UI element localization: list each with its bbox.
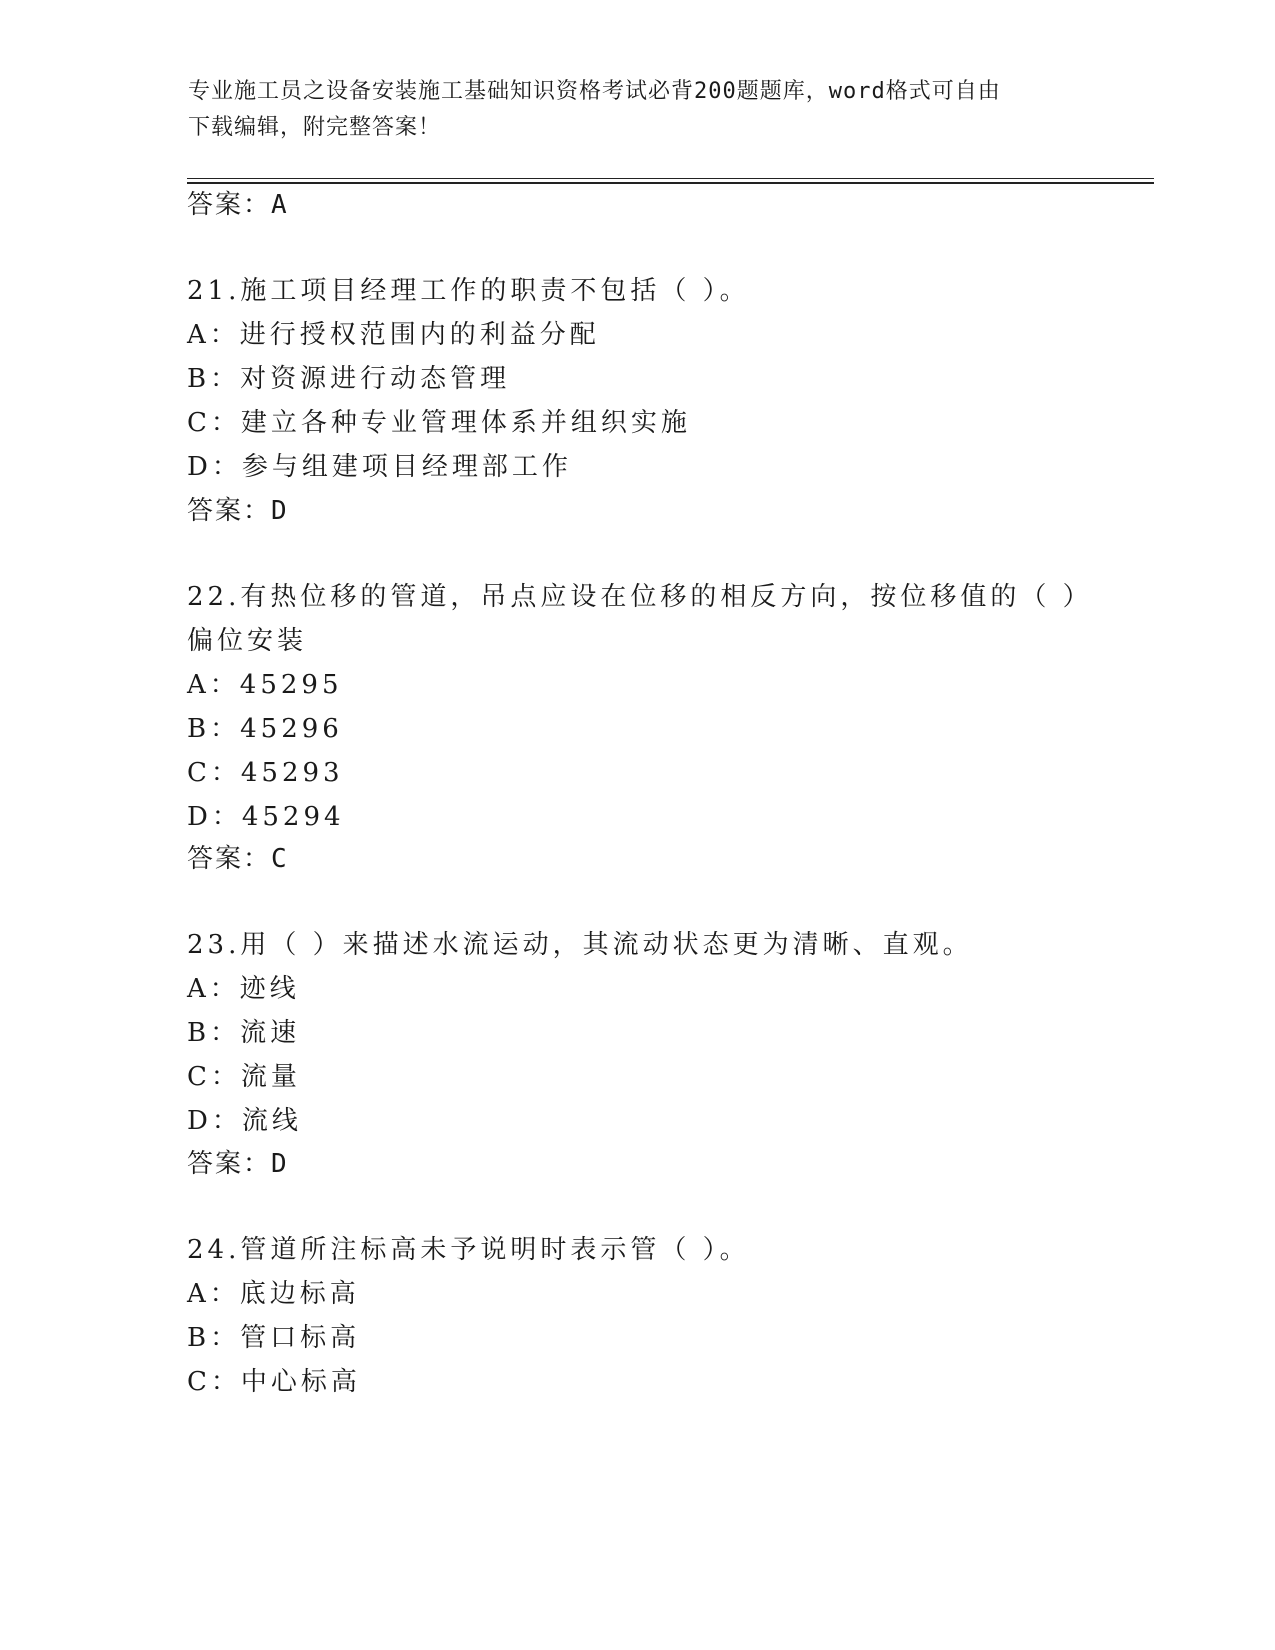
question-23-option-d: D：流线 [187, 1106, 302, 1136]
question-24-option-b: B：管口标高 [187, 1323, 361, 1353]
question-24-option-a: A：底边标高 [187, 1279, 360, 1309]
question-22-option-c: C：45293 [187, 758, 344, 788]
question-24-stem: 24.管道所注标高未予说明时表示管（ ）。 [187, 1235, 750, 1265]
question-21-option-a: A：进行授权范围内的利益分配 [187, 320, 600, 350]
question-21-option-c: C：建立各种专业管理体系并组织实施 [187, 408, 691, 438]
question-21-answer: 答案：D [187, 496, 289, 526]
header-divider-thick [187, 182, 1154, 184]
question-21-option-d: D：参与组建项目经理部工作 [187, 452, 572, 482]
question-22-stem-continued: 偏位安装 [187, 626, 308, 656]
document-header [188, 74, 1088, 146]
question-23-answer: 答案：D [187, 1149, 289, 1179]
question-21-stem: 21.施工项目经理工作的职责不包括（ ）。 [187, 276, 750, 306]
question-24-option-c: C：中心标高 [187, 1367, 361, 1397]
header-line-2: 下载编辑，附完整答案！ [188, 115, 442, 140]
question-21-option-b: B：对资源进行动态管理 [187, 364, 511, 394]
question-23-option-a: A：迹线 [187, 974, 300, 1004]
question-23-option-c: C：流量 [187, 1062, 301, 1092]
header-divider-thin [187, 178, 1154, 179]
question-22-answer: 答案：C [187, 844, 289, 874]
question-23-stem: 23.用（ ）来描述水流运动，其流动状态更为清晰、直观。 [187, 930, 973, 960]
question-22-stem: 22.有热位移的管道，吊点应设在位移的相反方向，按位移值的（ ） [187, 582, 1093, 612]
header-line-1: 专业施工员之设备安装施工基础知识资格考试必背200题题库，word格式可自由 [188, 79, 1001, 104]
question-23-option-b: B：流速 [187, 1018, 301, 1048]
question-22-option-a: A：45295 [187, 670, 343, 700]
question-22-option-b: B：45296 [187, 714, 343, 744]
question-22-option-d: D：45294 [187, 802, 345, 832]
previous-answer: 答案：A [187, 190, 289, 220]
